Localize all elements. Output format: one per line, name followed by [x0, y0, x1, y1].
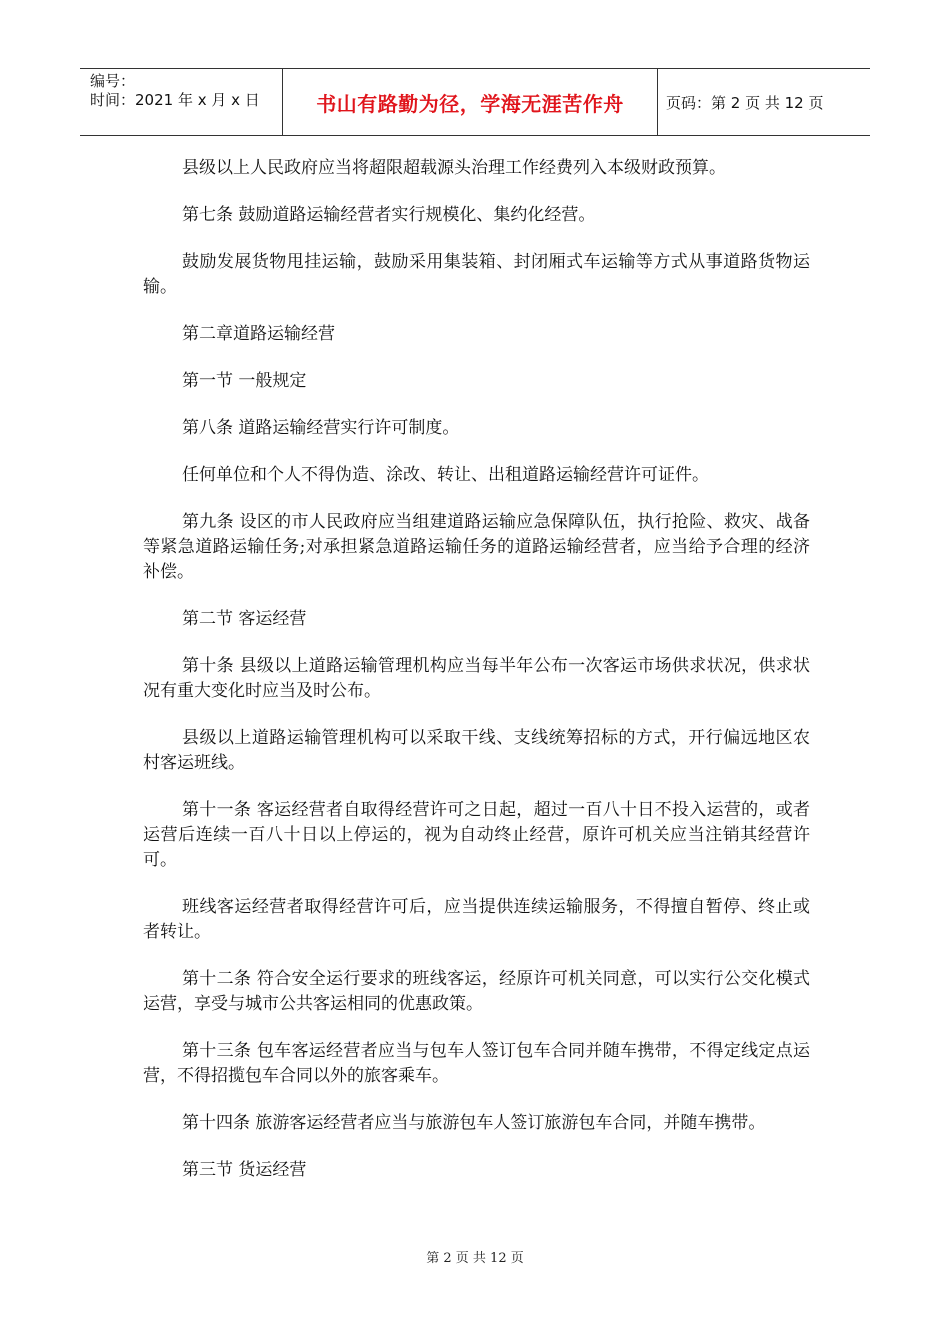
article-heading: 第九条 设区的市人民政府应当组建道路运输应急保障队伍，执行抢险、救灾、战备等紧急道路运输任务;对承担紧急道路运输任务的道路运输经营者，应当给予合理的经济补偿。 — [143, 512, 810, 582]
section-heading: 第二节 客运经营 — [182, 609, 307, 629]
article-heading: 第十一条 客运经营者自取得经营许可之日起，超过一百八十日不投入运营的，或者运营后连续一百八十日以上停运的，视为自动终止经营，原许可机关应当注销其经营许可。 — [143, 800, 810, 870]
section-heading: 第三节 货运经营 — [182, 1160, 307, 1180]
article-heading: 第八条 道路运输经营实行许可制度。 — [182, 418, 460, 438]
header-page-info: 页码：第 2 页 共 12 页 — [666, 93, 824, 112]
article-heading: 第十三条 包车客运经营者应当与包车人签订包车合同并随车携带，不得定线定点运营，不得招揽包车合同以外的旅客乘车。 — [143, 1041, 810, 1086]
article-heading: 第十四条 旅游客运经营者应当与旅游包车人签订旅游包车合同，并随车携带。 — [182, 1113, 766, 1133]
document-date-label: 时间：2021 年 x 月 x 日 — [90, 91, 260, 109]
article-heading: 第七条 鼓励道路运输经营者实行规模化、集约化经营。 — [182, 205, 596, 225]
chapter-heading: 第二章道路运输经营 — [182, 324, 335, 344]
paragraph: 任何单位和个人不得伪造、涂改、转让、出租道路运输经营许可证件。 — [182, 465, 709, 485]
header-meta — [80, 69, 283, 135]
article-heading: 第十二条 符合安全运行要求的班线客运，经原许可机关同意，可以实行公交化模式运营，享受与城市公共客运相同的优惠政策。 — [143, 969, 810, 1014]
article-heading: 第十条 县级以上道路运输管理机构应当每半年公布一次客运市场供求状况，供求状况有重大变化时应当及时公布。 — [143, 656, 810, 701]
page-header — [80, 68, 870, 136]
document-body — [143, 156, 810, 1205]
paragraph: 鼓励发展货物甩挂运输，鼓励采用集装箱、封闭厢式车运输等方式从事道路货物运输。 — [143, 252, 810, 297]
header-motto: 书山有路勤为径，学海无涯苦作舟 — [283, 69, 658, 135]
page-footer: 第 2 页 共 12 页 — [426, 1251, 524, 1266]
paragraph: 县级以上道路运输管理机构可以采取干线、支线统筹招标的方式，开行偏远地区农村客运班线。 — [143, 728, 810, 773]
document-number-label: 编号： — [90, 72, 136, 90]
paragraph: 班线客运经营者取得经营许可后，应当提供连续运输服务，不得擅自暂停、终止或者转让。 — [143, 897, 810, 942]
paragraph: 县级以上人民政府应当将超限超载源头治理工作经费列入本级财政预算。 — [182, 158, 726, 178]
section-heading: 第一节 一般规定 — [182, 371, 307, 391]
